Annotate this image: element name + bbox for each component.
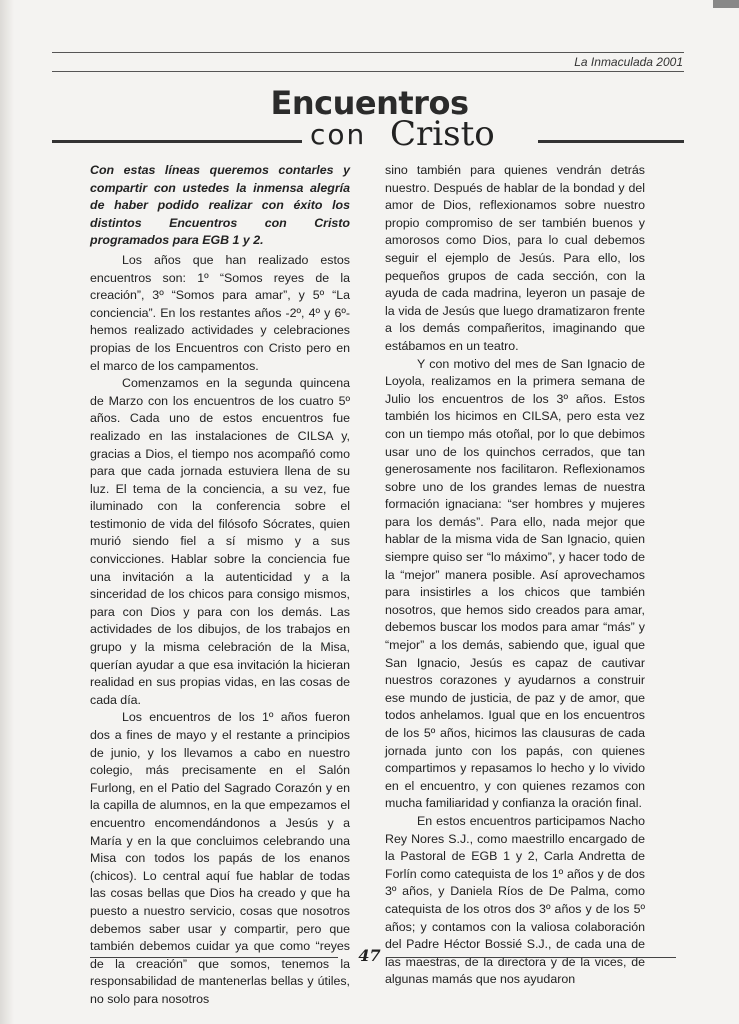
intro-paragraph: Con estas líneas queremos contarles y compartir con ustedes la inmensa alegría de haber podido realizar con éxito los distintos Encuentros con Cristo programados para EGB 1 y 2. (90, 163, 350, 248)
left-column (90, 162, 350, 1009)
body-paragraph: Y con motivo del mes de San Ignacio de Loyola, realizamos en la primera semana de Julio los encuentros de los 3º años. Estos también los hicimos en CILSA, pero esta vez con un tiempo más otoñal, por lo que debimos usar uno de los quinchos cerrados, que tan generosamente nos facilitaron. Reflexionamos sobre uno de los grandes lemas de nuestra formación ignaciana: “ser hombres y mujeres para los demás”. Para ello, nada mejor que hablar de la misma vida de San Ignacio, quien siempre quiso ser “lo máximo”, y hacer todo de la “mejor” manera posible. Así aprovechamos para insistirles a los chicos que también nosotros, que hemos sido creados para amar, debemos buscar los modos para amar “más” y “mejor” a los demás, sabiendo que, igual que San Ignacio, Jesús es capaz de cautivar nuestros corazones y ayudarnos a construir ese mundo de justicia, de paz y de amor, que todos anhelamos. Igual que en los encuentros de los 5º años, hicimos las clausuras de cada jornada junto con los papás, con quienes compartimos y repasamos lo hecho y lo vivido en el encuentro, y con quienes rezamos con mucha familiaridad y confianza la oración final. (385, 356, 645, 811)
article-title-line1: Encuentros (270, 84, 469, 122)
page-number: 47 (358, 946, 381, 965)
title-rule-right (538, 140, 684, 143)
body-paragraph: Los años que han realizado estos encuentros son: 1º “Somos reyes de la creación”, 3º “Somos para amar”, y 5º “La conciencia”. En los restantes años -2º, 4º y 6º- hemos realizado actividades y celebraciones propias de los Encuentros con Cristo pero en el marco de los campamentos. (90, 252, 350, 373)
body-paragraph: Comenzamos en la segunda quincena de Marzo con los encuentros de los cuatro 5º años. Cada uno de estos encuentros fue realizado en las instalaciones de CILSA y, gracias a Dios, el tiempo nos acompañó como para que cada jornada estuviera llena de su luz. El tema de la conciencia, a su vez, fue iluminado con la conferencia sobre el testimonio de vida del filósofo Sócrates, quien murió siendo fiel a sí mismo y a sus convicciones. Hablar sobre la conciencia fue una invitación a la autenticidad y a la sinceridad de los chicos para consigo mismos, para con Dios y para con los demás. Las actividades de los dibujos, de los trabajos en grupo y la misma celebración de la Misa, querían ayudar a que esa invitación la hicieran realidad en sus propias vidas, en las cosas de cada día. (90, 376, 350, 707)
article-title-con: con (310, 118, 367, 151)
page-binding-shadow (0, 0, 14, 1024)
article-title-line2 (52, 114, 684, 158)
right-column (385, 162, 645, 989)
body-paragraph-continued: sino también para quienes vendrán detrás nuestro. Después de hablar de la bondad y del amor de Dios, reflexionamos sobre nuestro propio compromiso de ser también buenos y amorosos como Dios, para lo cual debemos seguir el ejemplo de Jesús. Para ello, los pequeños grupos de cada sección, con la ayuda de cada madrina, leyeron un pasaje de la vida de Jesús que luego dramatizaron frente a los demás compañeritos, imaginando que estábamos en un teatro. (385, 163, 645, 353)
title-rule-left (52, 140, 302, 143)
body-paragraph: Los encuentros de los 1º años fueron dos a fines de mayo y el restante a principios de junio, y los llevamos a cabo en nuestro colegio, más precisamente en el Salón Furlong, en el Patio del Sagrado Corazón y en la capilla de alumnos, en la que empezamos el encuentro encomendándonos a Jesús y a María y en la que concluimos celebrando una Misa con todos los papás de los enanos (chicos). Lo central aquí fue hablar de todas las cosas bellas que Dios ha creado y que ha puesto a nuestro servicio, cosas que nosotros debemos saber usar y compartir, pero que también debemos cuidar ya que como “reyes de la creación” que somos, tenemos la responsabilidad de mantenerlas bellas y útiles, no solo para nosotros (90, 710, 350, 1006)
article-title-cristo: Cristo (390, 114, 495, 154)
footer-rule-right (386, 957, 676, 958)
running-head: La Inmaculada 2001 (574, 55, 683, 69)
header-rule-bottom (52, 71, 684, 72)
header-rule-top (52, 52, 684, 53)
body-paragraph: En estos encuentros participamos Nacho Rey Nores S.J., como maestrillo encargado de la Pastoral de EGB 1 y 2, Carla Andretta de Forlín como catequista de los 1º años y de dos 3º años, y Daniela Ríos de De Palma, como catequista de los otros dos 3º años y de los 5º años; y contamos con la valiosa colaboración del Padre Héctor Bossié S.J., de cada una de las maestras, de la directora y de la vices, de algunas mamás que nos ayudaron (385, 813, 645, 987)
scan-corner-mark (713, 0, 739, 8)
